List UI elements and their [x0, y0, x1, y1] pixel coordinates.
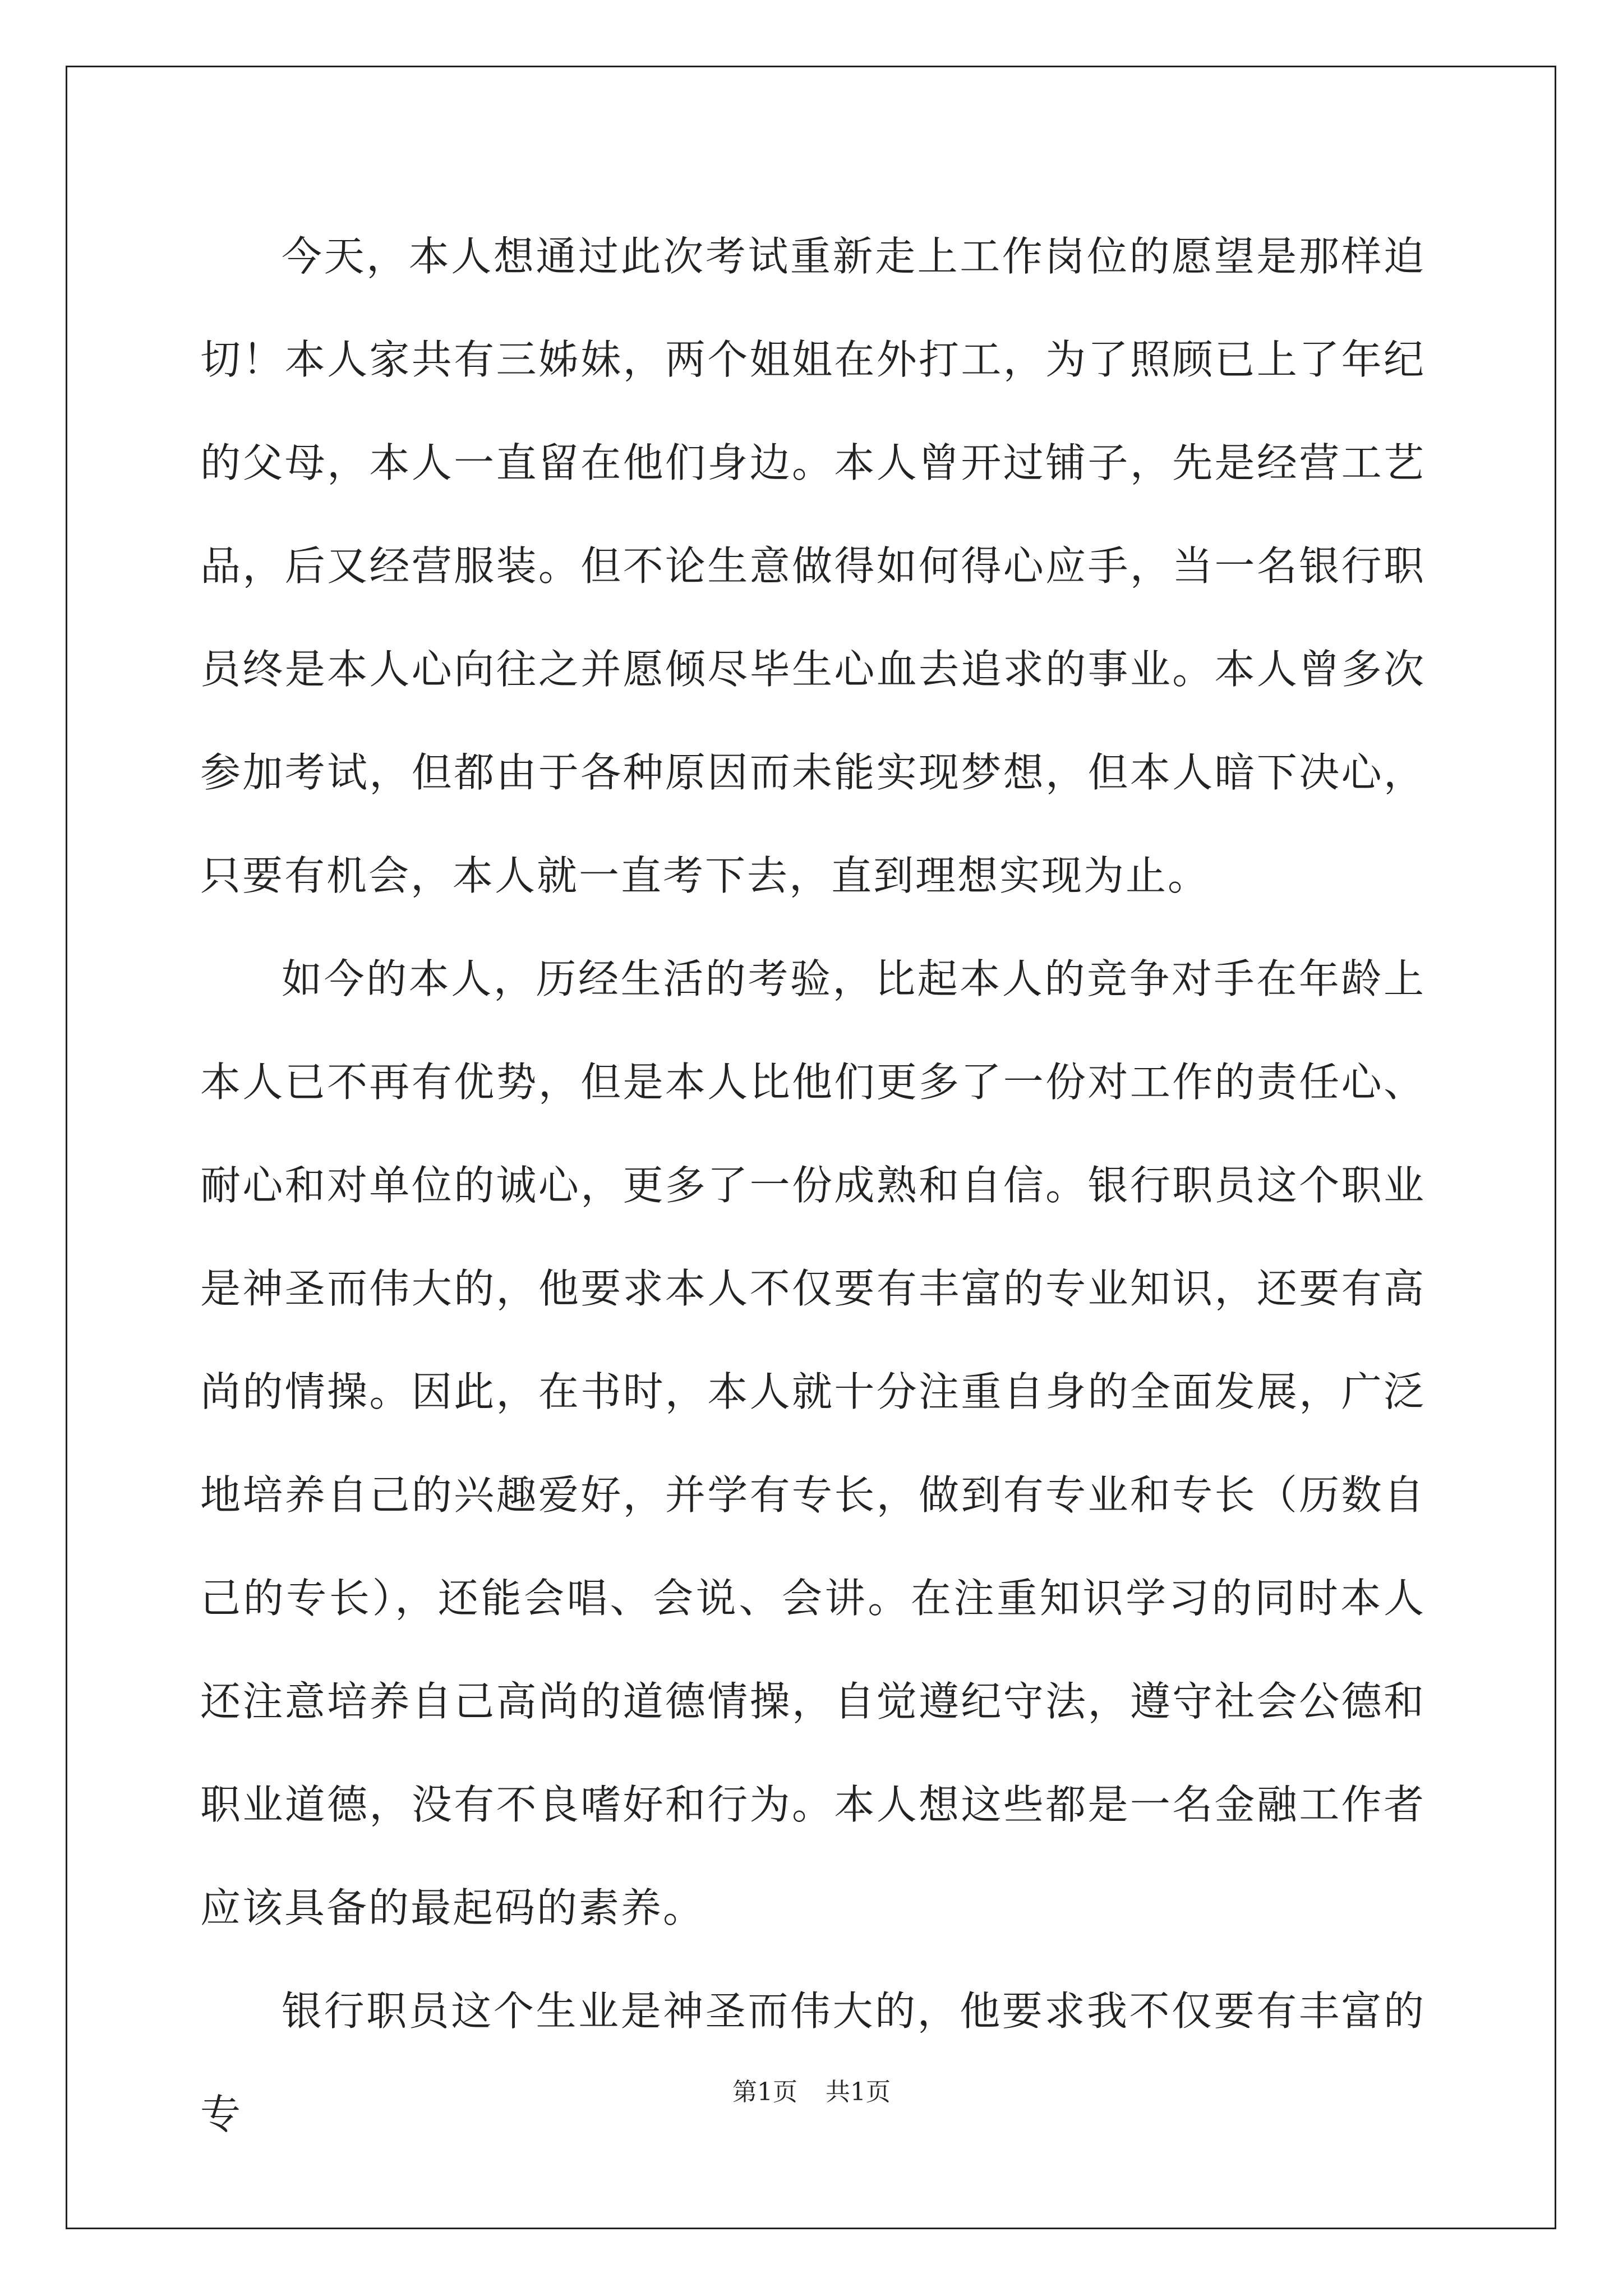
- page-number: 第1页: [732, 2078, 797, 2106]
- paragraph: 如今的本人，历经生活的考验，比起本人的竞争对手在年龄上本人已不再有优势，但是本人比他们更多了一份对工作的责任心、耐心和对单位的诚心，更多了一份成熟和自信。银行职员这个职业是神圣而伟大的，他要求本人不仅要有丰富的专业知识，还要有高尚的情操。因此，在书时，本人就十分注重自身的全面发展，广泛地培养自己的兴趣爱好，并学有专长，做到有专业和专长（历数自己的专长），还能会唱、会说、会讲。在注重知识学习的同时本人还注意培养自己高尚的道德情操，自觉遵纪守法，遵守社会公德和职业道德，没有不良嗜好和行为。本人想这些都是一名金融工作者应该具备的最起码的素养。: [200, 955, 1426, 1931]
- page-total: 共1页: [826, 2078, 891, 2106]
- document-body: [200, 205, 1426, 2166]
- paragraph: 今天，本人想通过此次考试重新走上工作岗位的愿望是那样迫切！本人家共有三姊妹，两个姐姐在外打工，为了照顾已上了年纪的父母，本人一直留在他们身边。本人曾开过铺子，先是经营工艺品，后又经营服装。但不论生意做得如何得心应手，当一名银行职员终是本人心向往之并愿倾尽毕生心血去追求的事业。本人曾多次参加考试，但都由于各种原因而未能实现梦想，但本人暗下决心，只要有机会，本人就一直考下去，直到理想实现为止。: [200, 233, 1426, 899]
- paragraph: 银行职员这个生业是神圣而伟大的，他要求我不仅要有丰富的专: [200, 1987, 1426, 2138]
- page-footer: [0, 2076, 1623, 2109]
